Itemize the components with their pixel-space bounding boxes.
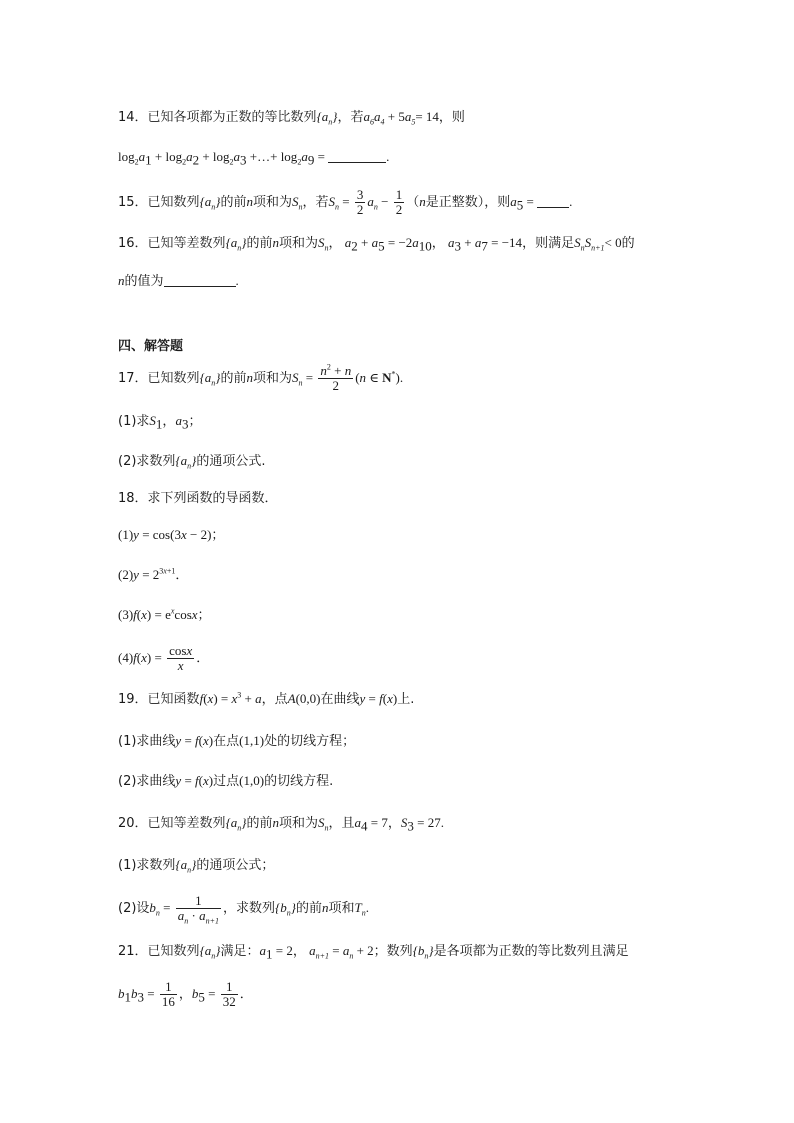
q19-part1: (1)求曲线y = f(x)在点(1,1)处的切线方程； — [118, 733, 356, 749]
q15-answer-blank[interactable] — [537, 195, 569, 208]
q19-number: 19． — [118, 692, 148, 707]
q19-line: 19．已知函数$f(x) = x^3 + a$，点A(0,0)在曲线y = f(x)上. — [118, 690, 415, 707]
q14-line1: 14．已知各项都为正数的等比数列$\{a_n\}$，若$a_6a_4 + 5a_5= 14$，则 — [118, 109, 465, 127]
q16-answer-blank[interactable] — [164, 274, 236, 287]
q21-line1: 21．已知数列$\{a_n\}$满足：$a_1 = 2$， $a_{n+1} = a_n + 2$；数列$\{b_n\}$是各项都为正数的等比数列且满足 — [118, 943, 629, 962]
q15-fraction-1-2: $\frac{1}{2}$ — [395, 187, 403, 217]
q16-line1: 16．已知等差数列$\{a_n\}$的前n项和为$S_n$， $a_2 + a_5 = -2a_{10}$， $a_3 + a_7 = -14$，则满足$S_nS_{n+1}< 0$的 — [118, 235, 635, 254]
q18-line: 18．求下列函数的导函数． — [118, 491, 278, 506]
q18-part4: (4)f(x) = $\frac{\cos x}{x}$ ． — [118, 643, 210, 673]
q16-line2: n的值为 . — [118, 273, 239, 289]
q15-line: 15．已知数列$\{a_n\}$的前n项和为$S_n$，若$S_n$ = $\frac{3}{2}$ $a_n$ − $\frac{1}{2}$ （n是正整数），则$a_5$ = . — [118, 187, 573, 217]
q17-part1: (1)求$S_1$，$a_3$； — [118, 413, 202, 432]
q20-number: 20． — [118, 816, 148, 831]
q18-fraction: $\frac{\cos x}{x}$ — [169, 643, 193, 673]
q18-number: 18． — [118, 491, 148, 506]
q14-number: 14． — [118, 110, 148, 125]
q17-fraction: $\frac{n^2 + n}{2}$ — [320, 362, 352, 393]
q21-fraction-1-16: $\frac{1}{16}$ — [161, 979, 175, 1009]
q15-fraction-3-2: $\frac{3}{2}$ — [356, 187, 364, 217]
section-title-answers: 四、解答题 — [118, 339, 184, 354]
q18-part3: $(3)f(x) = e^x\cos x$； — [118, 606, 211, 623]
q15-number: 15． — [118, 195, 148, 210]
q16-number: 16． — [118, 236, 148, 251]
q21-number: 21． — [118, 944, 148, 959]
q14-line2: $\log_2a_1 + \log_2a_2 + \log_2a_3$ +…+ $\log_2a_9$ = . — [118, 149, 390, 168]
q17-line: 17．已知数列$\{a_n\}$的前n项和为$S_n$ = $\frac{n^2 + n}{2}$ (n ∈ N*). — [118, 362, 404, 393]
q18-part2: $(2)y = 2^{3x+1}$． — [118, 566, 189, 583]
q21-line2: $b_1b_3$ = $\frac{1}{16}$ ，$b_5$ = $\frac{1}{32}$ ． — [118, 979, 253, 1009]
q19-part2: (2)求曲线y = f(x)过点(1,0)的切线方程. — [118, 773, 334, 789]
q17-part2: (2)求数列$\{a_n\}$的通项公式. — [118, 453, 266, 471]
q20-part2: (2)设$b_n$ = $\frac{1}{a_n \cdot a_{n+1}}$ ，求数列$\{b_n\}$的前n项和$T_n$. — [118, 893, 369, 926]
q20-fraction: $\frac{1}{a_n \cdot a_{n+1}}$ — [177, 893, 220, 926]
q14-answer-blank[interactable] — [328, 150, 386, 163]
q20-part1: (1)求数列$\{a_n\}$的通项公式； — [118, 857, 275, 875]
q18-part1: (1)y = cos(3x − 2)； — [118, 527, 225, 543]
q21-fraction-1-32: $\frac{1}{32}$ — [222, 979, 236, 1009]
q20-line: 20．已知等差数列$\{a_n\}$的前n项和为$S_n$，且$a_4 = 7$，$S_3 = 27$. — [118, 815, 444, 834]
q17-number: 17． — [118, 371, 148, 386]
